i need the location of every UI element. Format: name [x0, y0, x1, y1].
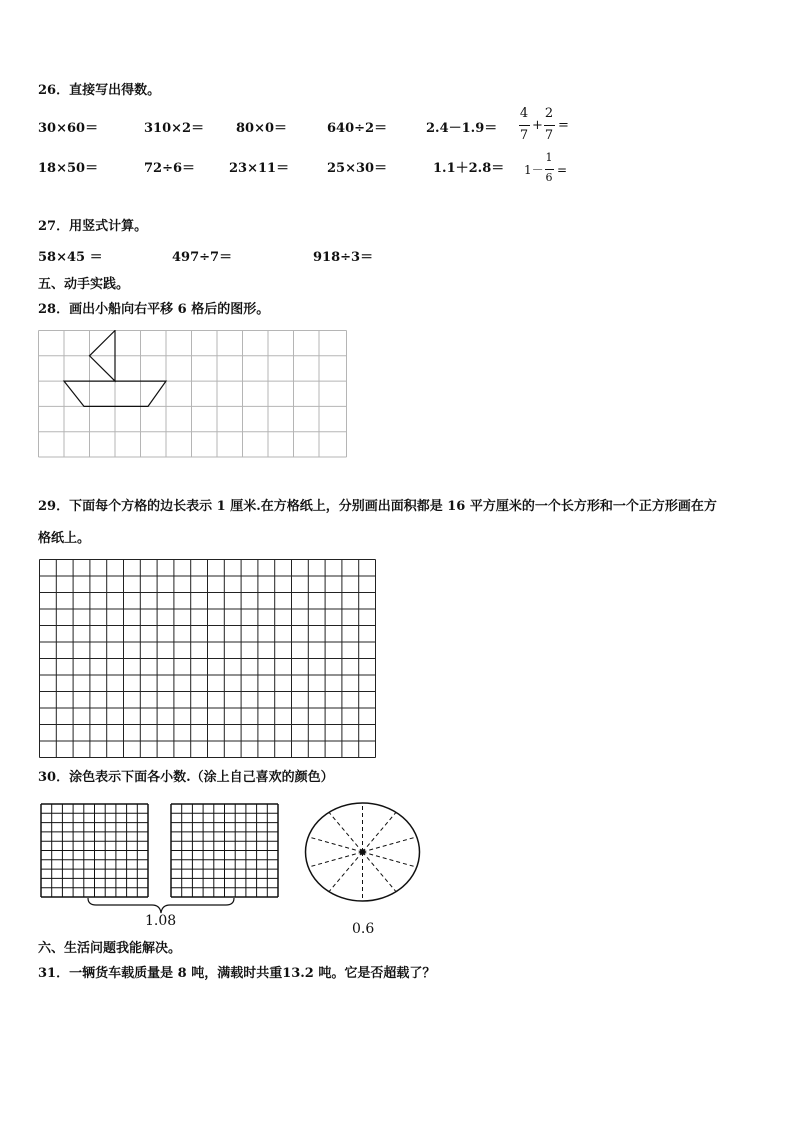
q26-item: 23×11＝ [229, 161, 290, 176]
equals-sign: = [557, 163, 568, 177]
q26-item: 310×2＝ [144, 121, 205, 136]
square-grid-paper [39, 559, 379, 761]
fraction-bar [519, 125, 530, 126]
q26-title: 26．直接写出得数。 [38, 83, 161, 98]
q26-item: 2.4－1.9＝ [426, 121, 498, 136]
q27-item: 497÷7＝ [172, 250, 233, 265]
q26-item: 1.1＋2.8＝ [433, 161, 505, 176]
fraction-bar [544, 125, 555, 126]
q26-item: 72÷6＝ [144, 161, 196, 176]
q27-item: 918÷3＝ [313, 250, 374, 265]
circle-value-label: 0.6 [352, 921, 375, 937]
q26-fraction-sum [518, 104, 578, 148]
hundred-grid-2 [170, 803, 279, 898]
fraction-bar [545, 169, 554, 170]
fraction-denominator: 6 [545, 171, 553, 184]
q30-title: 30．涂色表示下面各小数.（涂上自己喜欢的颜色） [38, 770, 334, 785]
section-5-heading: 五、动手实践。 [38, 277, 130, 292]
q26-item: 80×0＝ [236, 121, 288, 136]
fraction-denominator: 7 [544, 128, 554, 143]
hundred-grid-1 [40, 803, 149, 898]
q27-title: 27．用竖式计算。 [38, 219, 148, 234]
section-6-heading: 六、生活问题我能解决。 [38, 941, 182, 956]
q26-item: 640÷2＝ [327, 121, 388, 136]
fraction-numerator: 2 [544, 106, 554, 121]
q26-item: 30×60＝ [38, 121, 99, 136]
q27-item: 58×45 ＝ [38, 250, 103, 265]
q26-item: 25×30＝ [327, 161, 388, 176]
q29-line2: 格纸上。 [38, 531, 91, 546]
circle-divided-10 [304, 801, 424, 905]
q26-item: 18×50＝ [38, 161, 99, 176]
boat-grid [38, 330, 350, 460]
q29-line1: 29．下面每个方格的边长表示 1 厘米.在方格纸上，分别画出面积都是 16 平方厘米的一个长方形和一个正方形画在方 [38, 499, 717, 514]
q31-title: 31．一辆货车载质量是 8 吨，满载时共重13.2 吨。它是否超载了？ [38, 966, 436, 981]
fraction-numerator: 4 [519, 106, 529, 121]
q26-fraction-diff [524, 150, 574, 192]
q28-title: 28．画出小船向右平移 6 格后的图形。 [38, 302, 270, 317]
fraction-denominator: 7 [519, 128, 529, 143]
equals-sign: = [558, 118, 569, 133]
plus-sign: + [532, 118, 543, 133]
fraction-numerator: 1 [545, 151, 553, 164]
grids-value-label: 1.08 [145, 913, 177, 929]
lead-term: 1－ [524, 163, 544, 177]
